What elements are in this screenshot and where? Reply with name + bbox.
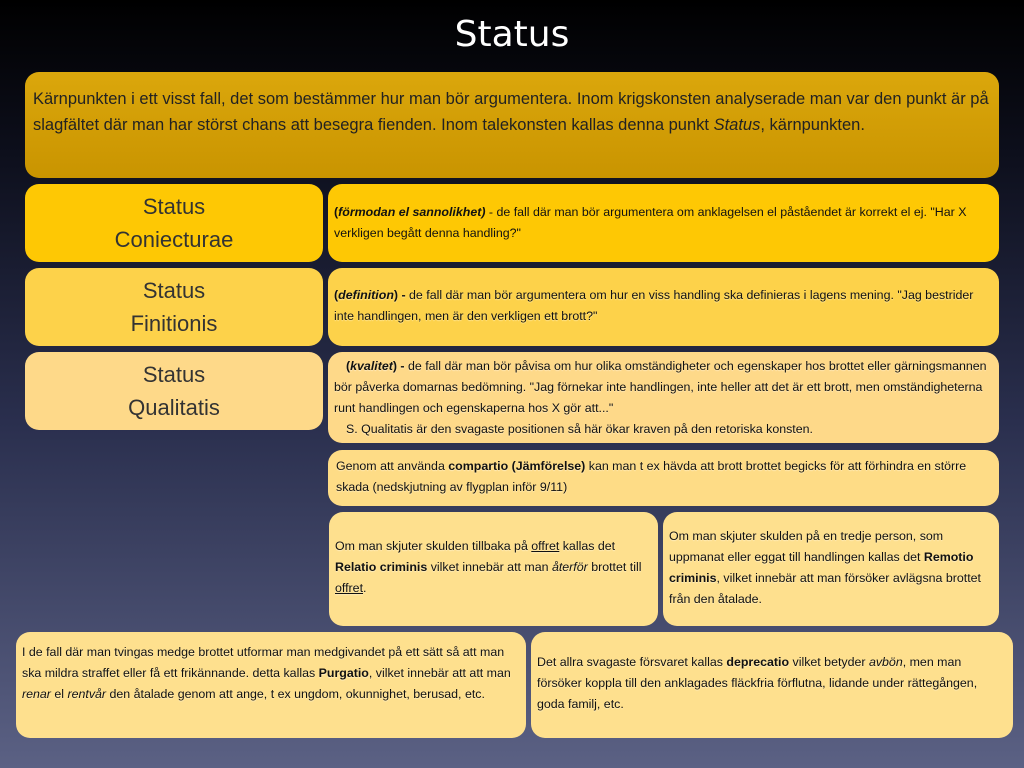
term: deprecatio [726, 655, 790, 669]
label-qualitatis [25, 352, 323, 430]
desc-text: vilket betyder [789, 655, 869, 669]
label-finitionis [25, 268, 323, 346]
slide-title: Status [454, 14, 570, 55]
italic-term: återför [551, 560, 588, 574]
relatio-box [329, 512, 658, 626]
desc-text: de fall där man bör argumentera om hur en viss handling ska definieras i lagens mening. "Jag bestrider inte handlingen, men är den verkligen ett brott?" [334, 288, 974, 323]
desc-text: Genom att använda [336, 459, 449, 473]
comparatio-box [328, 450, 999, 506]
intro-text: Kärnpunkten i ett visst fall, det som bestämmer hur man bör argumentera. Inom krigskonsten analyserade man var den punkt är på slagfältet där man har störst chans att besegra fienden. Inom talekonsten kallas denna punkt [33, 90, 989, 134]
paren: ( [334, 288, 339, 302]
term: förmodan el sannolikhet) [338, 205, 486, 219]
italic-term: rentvår [67, 687, 107, 701]
remotio-box [663, 512, 999, 626]
intro-box [25, 72, 999, 178]
italic-term: renar [22, 687, 51, 701]
desc-text: de fall där man bör påvisa om hur olika omständigheter och egenskaper hos brottet eller gärningsmannen bör påverka domarnas bedömning. "Jag förnekar inte handlingen, inte heller att det är ett brott, men omständigheterna runt handlingen och egenskaperna hos X gör att..." [334, 359, 987, 415]
label-line: Coniecturae [114, 227, 234, 252]
desc-qualitatis [328, 352, 999, 443]
term: Purgatio [318, 666, 369, 680]
paren: ( [346, 359, 351, 373]
desc-text: brottet till [587, 560, 642, 574]
desc-text: vilket innebär att man [427, 560, 552, 574]
term: definition [338, 288, 394, 302]
desc-text: Om man skjuter skulden tillbaka på [335, 539, 532, 553]
qualitatis-note: S. Qualitatis är den svagaste positionen så här ökar kraven på den retoriska konsten. [346, 422, 813, 436]
label-line: Status [142, 362, 206, 387]
desc-text: den åtalade genom att ange, t ex ungdom, okunnighet, berusad, etc. [106, 687, 485, 701]
paren: ) - [392, 359, 408, 373]
italic-term: avbön [868, 655, 903, 669]
term: kvalitet [350, 359, 393, 373]
desc-text: . [363, 581, 367, 595]
label-coniecturae [25, 184, 323, 262]
desc-text: Om man skjuter skulden på en tredje person, som uppmanat eller eggat till handlingen kallas det [669, 529, 944, 564]
term: compartio (Jämförelse) [448, 459, 586, 473]
desc-text: el [50, 687, 68, 701]
desc-coniecturae [328, 184, 999, 262]
label-line: Status [142, 194, 206, 219]
desc-text: , vilket innebär att man försöker avlägsna brottet från den åtalade. [669, 571, 981, 606]
desc-text: I de fall där man tvingas medge brottet utformar man medgivandet på ett sätt så att man ska mildra straffet eller få ett frikännande. detta kallas [22, 645, 505, 680]
intro-text-end: , kärnpunkten. [760, 116, 865, 134]
desc-text: kallas det [559, 539, 616, 553]
deprecatio-box [531, 632, 1013, 738]
purgatio-box [16, 632, 526, 738]
label-line: Qualitatis [128, 395, 220, 420]
term: Relatio criminis [335, 560, 428, 574]
desc-text: , men man försöker koppla till den anklagades fläckfria förflutna, lidande under rättegången, goda familj, etc. [537, 655, 978, 711]
desc-finitionis [328, 268, 999, 346]
intro-status-term: Status [713, 116, 761, 134]
label-line: Status [142, 278, 206, 303]
label-line: Finitionis [130, 311, 218, 336]
underlined-term: offret [335, 581, 364, 595]
underlined-term: offret [531, 539, 560, 553]
term: Remotio criminis [669, 550, 974, 585]
desc-text: - de fall där man bör argumentera om anklagelsen el påståendet är korrekt el ej. "Har X verkligen begått denna handling?" [334, 205, 967, 240]
desc-text: Det allra svagaste försvaret kallas [537, 655, 727, 669]
desc-text: , vilket innebär att att man [368, 666, 511, 680]
paren: ) - [393, 288, 410, 302]
desc-text: kan man t ex hävda att brott brottet begicks för att förhindra en större skada (nedskjutning av flygplan inför 9/11) [336, 459, 967, 494]
paren: ( [334, 205, 339, 219]
